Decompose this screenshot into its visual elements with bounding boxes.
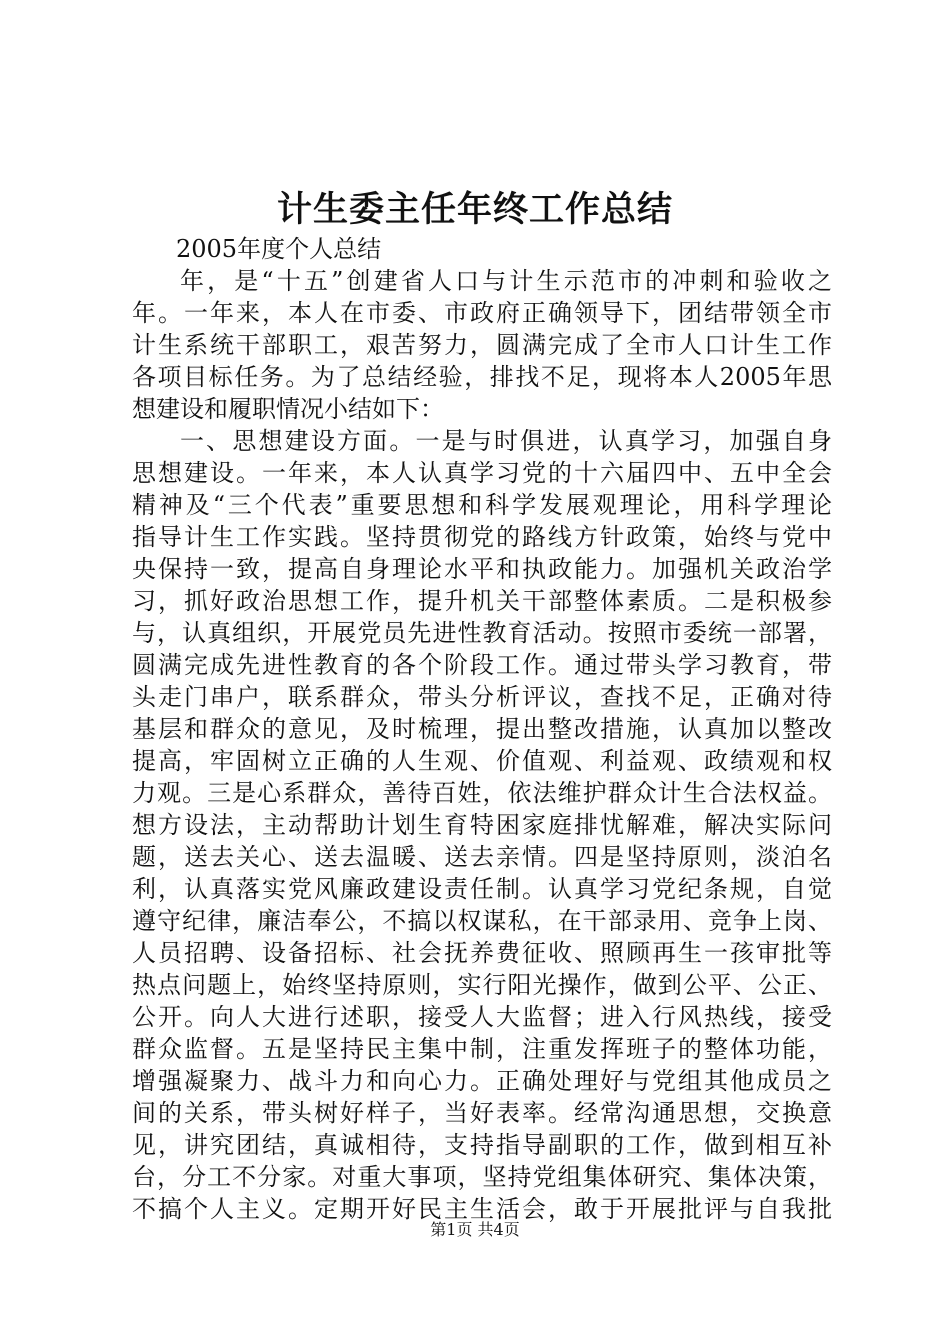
text-line: 题，送去关心、送去温暖、送去亲情。四是坚持原则，淡泊名: [132, 843, 832, 871]
text-line: 年。一年来，本人在市委、市政府正确领导下，团结带领全市: [132, 299, 832, 327]
text-line: 指导计生工作实践。坚持贯彻党的路线方针政策，始终与党中: [132, 523, 832, 551]
text-line: 见，讲究团结，真诚相待，支持指导副职的工作，做到相互补: [132, 1131, 832, 1159]
text-line: 基层和群众的意见，及时梳理，提出整改措施，认真加以整改: [132, 715, 832, 743]
text-line: 思想建设。一年来，本人认真学习党的十六届四中、五中全会: [132, 459, 832, 487]
text-line: 一、思想建设方面。一是与时俱进，认真学习，加强自身: [180, 427, 832, 455]
text-line: 热点问题上，始终坚持原则，实行阳光操作，做到公平、公正、: [132, 971, 832, 999]
text-line: 与，认真组织，开展党员先进性教育活动。按照市委统一部署，: [132, 619, 832, 647]
text-line: 力观。三是心系群众，善待百姓，依法维护群众计生合法权益。: [132, 779, 832, 807]
text-line: 利，认真落实党风廉政建设责任制。认真学习党纪条规，自觉: [132, 875, 832, 903]
paragraph-ideology: [132, 425, 832, 1225]
text-line: 圆满完成先进性教育的各个阶段工作。通过带头学习教育，带: [132, 651, 832, 679]
text-line: 提高，牢固树立正确的人生观、价值观、利益观、政绩观和权: [132, 747, 832, 775]
text-line: 各项目标任务。为了总结经验，排找不足，现将本人2005年思: [132, 363, 832, 391]
page-number: 第1页 共4页: [430, 1220, 520, 1239]
text-line: 计生系统干部职工，艰苦努力，圆满完成了全市人口计生工作: [132, 331, 832, 359]
text-line: 精神及“三个代表”重要思想和科学发展观理论，用科学理论: [132, 491, 832, 519]
text-line: 台，分工不分家。对重大事项，坚持党组集体研究、集体决策，: [132, 1163, 832, 1191]
text-line: 头走门串户，联系群众，带头分析评议，查找不足，正确对待: [132, 683, 832, 711]
text-line: 群众监督。五是坚持民主集中制，注重发挥班子的整体功能，: [132, 1035, 832, 1063]
text-line: 习，抓好政治思想工作，提升机关干部整体素质。二是积极参: [132, 587, 832, 615]
text-line: 间的关系，带头树好样子，当好表率。经常沟通思想，交换意: [132, 1099, 832, 1127]
text-line: 遵守纪律，廉洁奉公，不搞以权谋私，在干部录用、竞争上岗、: [132, 907, 832, 935]
text-line: 公开。向人大进行述职，接受人大监督；进入行风热线，接受: [132, 1003, 832, 1031]
document-body: [132, 233, 832, 1225]
paragraph-intro: [132, 265, 832, 425]
text-line: 增强凝聚力、战斗力和向心力。正确处理好与党组其他成员之: [132, 1067, 832, 1095]
text-line: 人员招聘、设备招标、社会抚养费征收、照顾再生一孩审批等: [132, 939, 832, 967]
document-title: 计生委主任年终工作总结: [276, 189, 673, 230]
document-subtitle: 2005年度个人总结: [176, 235, 382, 263]
text-line: 不搞个人主义。定期开好民主生活会，敢于开展批评与自我批: [132, 1195, 832, 1223]
text-line: 年，是“十五”创建省人口与计生示范市的冲刺和验收之: [180, 267, 832, 295]
text-line: 想方设法，主动帮助计划生育特困家庭排忧解难，解决实际问: [132, 811, 832, 839]
text-line: 想建设和履职情况小结如下：: [132, 395, 444, 423]
text-line: 央保持一致，提高自身理论水平和执政能力。加强机关政治学: [132, 555, 832, 583]
